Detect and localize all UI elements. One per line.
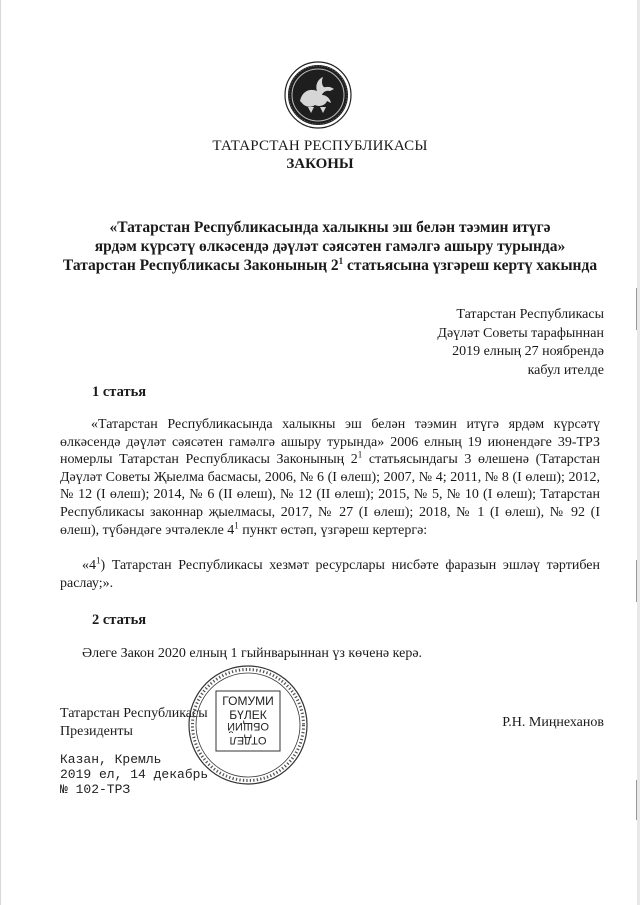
signatory-name: Р.Н. Миңнеханов — [502, 715, 604, 730]
article-1-new-clause: «$4^1$) Татарстан Республикасы хезмәт ресурслары нисбәте фаразын эшләү тәртибен раслау;». — [60, 555, 600, 591]
signature-title: Татарстан Республикасы Президенты — [60, 706, 208, 739]
article-1-paragraph: «Татарстан Республикасында халыкны эш белән тәэмин итүгә ярдәм күрсәтү өлкәсендә дәүләт сәясәтен гамәлгә ашыру турында» 2006 елның 19 июнендәге 39-ТРЗ номерлы Татарстан Республикасы Законының $2^1$ статьясындагы 3 өлешенә (Татарстан Дәүләт Советы Җыелма басмасы, 2006, № 6 (I өлеш); 2007, № 4; 2011, № 8 (I өлеш); 2012, № 12 (I өлеш); 2014, № 6 (II өлеш), № 12 (II өлеш); 2015, № 5, № 10 (I өлеш); Татарстан Республикасы законнар җыелмасы, 2017, № 27 (I өлеш); 2018, № 1 (I өлеш), № 92 (I өлеш), түбәндәге эчтәлекле $4^1$ пункт өстәп, үзгәреш кертергә: — [60, 417, 600, 538]
page-edge-left — [0, 0, 1, 905]
stamp-text: ОБЩИЙ — [227, 720, 269, 732]
law-heading: ЗАКОНЫ — [286, 156, 354, 172]
margin-mark — [636, 288, 637, 330]
law-title-line: «Татарстан Республикасында халыкны эш белән тәэмин итүгә — [109, 219, 551, 236]
article-2-text: Әлеге Закон 2020 елның 1 гыйнварыннан үз көченә керә. — [82, 646, 423, 661]
law-title-line: Татарстан Республикасы Законының $2^1$ статьясына үзгәреш кертү хакында — [62, 255, 598, 274]
adoption-note: Татарстан Республикасы Дәүләт Советы тарафыннан 2019 елның 27 ноябрендә кабул ителде — [437, 307, 604, 378]
margin-mark — [636, 560, 637, 602]
republic-heading: ТАТАРСТАН РЕСПУБЛИКАСЫ — [212, 138, 428, 154]
place-date-number: Казан, Кремль 2019 ел, 14 декабрь № 102-ТРЗ — [60, 752, 209, 797]
stamp-text: БҮЛЕК — [229, 708, 267, 722]
stamp-text: ГОМУМИ — [222, 694, 274, 708]
law-title-line: ярдәм күрсәтү өлкәсендә дәүләт сәясәтен гамәлгә ашыру турында» — [94, 238, 566, 255]
stamp-text: ОТДЕЛ — [229, 734, 267, 746]
margin-mark — [636, 780, 637, 820]
article-1-heading: 1 статья — [92, 384, 147, 400]
article-2-heading: 2 статья — [92, 612, 147, 628]
coat-of-arms-emblem — [284, 61, 352, 129]
